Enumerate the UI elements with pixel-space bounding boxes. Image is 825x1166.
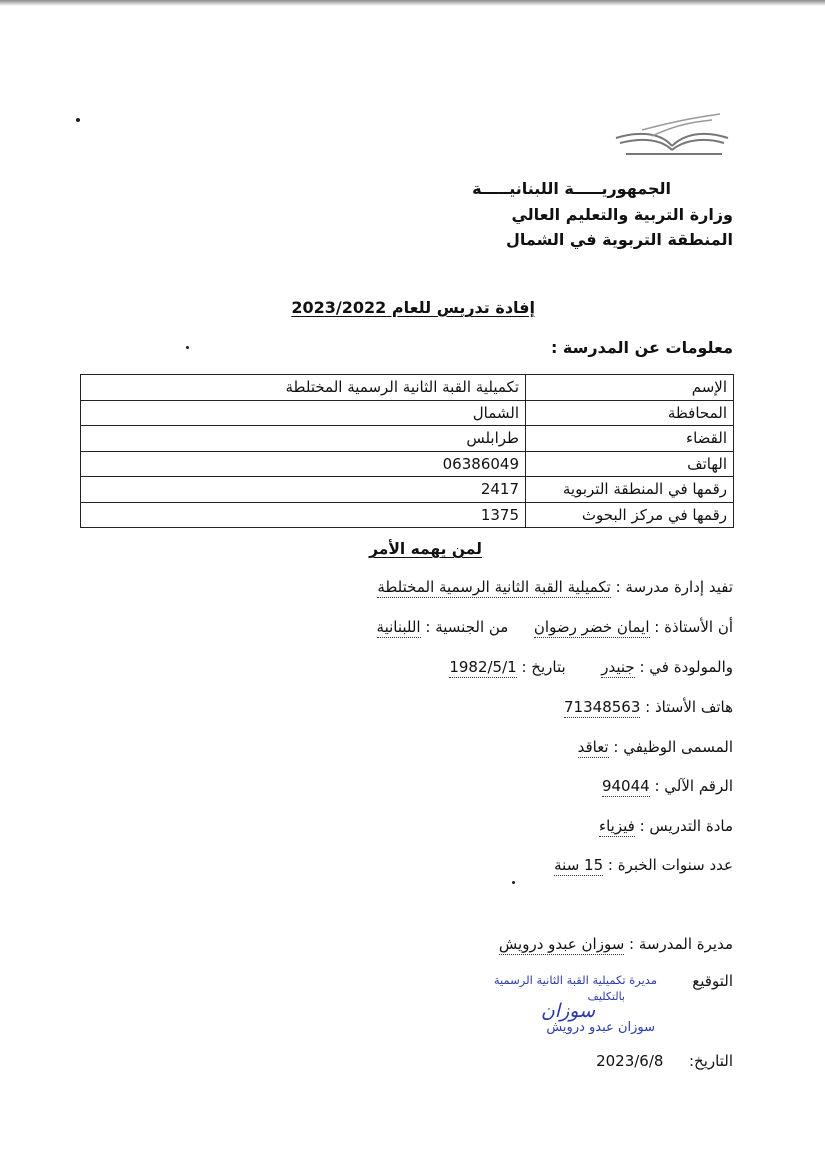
experience-line: [554, 856, 733, 874]
table-label: الإسم: [526, 375, 734, 401]
phone-line: [564, 698, 733, 716]
header-ministry: وزارة التربية والتعليم العالي: [511, 205, 733, 224]
open-book-icon: [612, 112, 732, 167]
birth-line: [449, 658, 733, 676]
director-label: مديرة المدرسة :: [629, 935, 733, 953]
id-value: 94044: [601, 777, 650, 795]
teacher-label: أن الأستاذة :: [654, 618, 733, 636]
birthplace-value: جنيدر: [601, 658, 635, 676]
nationality-value: اللبنانية: [376, 618, 421, 636]
document-title: إفادة تدريس للعام 2023/2022: [291, 298, 535, 317]
scan-speck: [512, 881, 515, 884]
stamp-name: سوزان عبدو درويش: [546, 1020, 655, 1035]
school-line-value: تكميلية القبة الثانية الرسمية المختلطة: [377, 578, 611, 596]
teacher-name: ايمان خضر رضوان: [533, 618, 650, 636]
table-label: المحافظة: [526, 400, 734, 426]
table-row: [81, 451, 734, 477]
nationality-label: من الجنسية :: [425, 618, 509, 636]
table-value: طرابلس: [81, 426, 526, 452]
stamp-line-1: مديرة تكميلية القبة الثانية الرسمية: [493, 973, 657, 987]
scan-speck: [76, 118, 80, 122]
director-name: سوزان عبدو درويش: [498, 935, 625, 953]
table-row: [81, 375, 734, 401]
id-line: [602, 777, 733, 795]
table-value: 1375: [81, 502, 526, 528]
subject-label: مادة التدريس :: [639, 817, 733, 835]
school-info-table: [80, 374, 734, 528]
header-republic: الجمهوريـــــة اللبنانيـــــة: [472, 179, 671, 198]
table-label: القضاء: [526, 426, 734, 452]
subject-line: [599, 817, 733, 835]
stamp-line-2: بالتكليف: [587, 990, 625, 1003]
date-line: [596, 1052, 733, 1070]
director-line: [499, 935, 733, 953]
school-line: [377, 578, 733, 596]
scan-speck: [186, 346, 189, 349]
table-label: الهاتف: [526, 451, 734, 477]
subject-value: فيزياء: [599, 817, 635, 835]
experience-label: عدد سنوات الخبرة :: [607, 856, 733, 874]
date-value: 2023/6/8: [596, 1052, 664, 1070]
teacher-line: [377, 618, 733, 636]
table-value: 06386049: [81, 451, 526, 477]
birthplace-label: والمولودة في :: [639, 658, 733, 676]
handwritten-signature: سوزان: [540, 1000, 595, 1022]
table-value: الشمال: [81, 400, 526, 426]
experience-value: 15 سنة: [554, 856, 604, 874]
signature-label: التوقيع: [692, 972, 733, 990]
table-row: [81, 400, 734, 426]
date-label: التاريخ:: [689, 1052, 733, 1070]
job-label: المسمى الوظيفي :: [613, 738, 733, 756]
birthdate-value: 1982/5/1: [449, 658, 517, 676]
job-value: تعاقد: [577, 738, 609, 756]
school-section-title: معلومات عن المدرسة :: [550, 338, 733, 357]
job-line: [578, 738, 733, 756]
table-row: [81, 426, 734, 452]
table-value: 2417: [81, 477, 526, 503]
school-line-label: تفيد إدارة مدرسة :: [615, 578, 733, 596]
header-region: المنطقة التربوية في الشمال: [505, 230, 733, 249]
id-label: الرقم الآلي :: [654, 777, 733, 795]
table-row: [81, 502, 734, 528]
table-value: تكميلية القبة الثانية الرسمية المختلطة: [81, 375, 526, 401]
birthdate-label: بتاريخ :: [521, 658, 566, 676]
phone-value: 71348563: [564, 698, 641, 716]
phone-label: هاتف الأستاذ :: [645, 698, 733, 716]
to-whom-heading: لمن يهمه الأمر: [369, 540, 482, 558]
table-label: رقمها في المنطقة التربوية: [526, 477, 734, 503]
table-row: [81, 477, 734, 503]
table-label: رقمها في مركز البحوث: [526, 502, 734, 528]
